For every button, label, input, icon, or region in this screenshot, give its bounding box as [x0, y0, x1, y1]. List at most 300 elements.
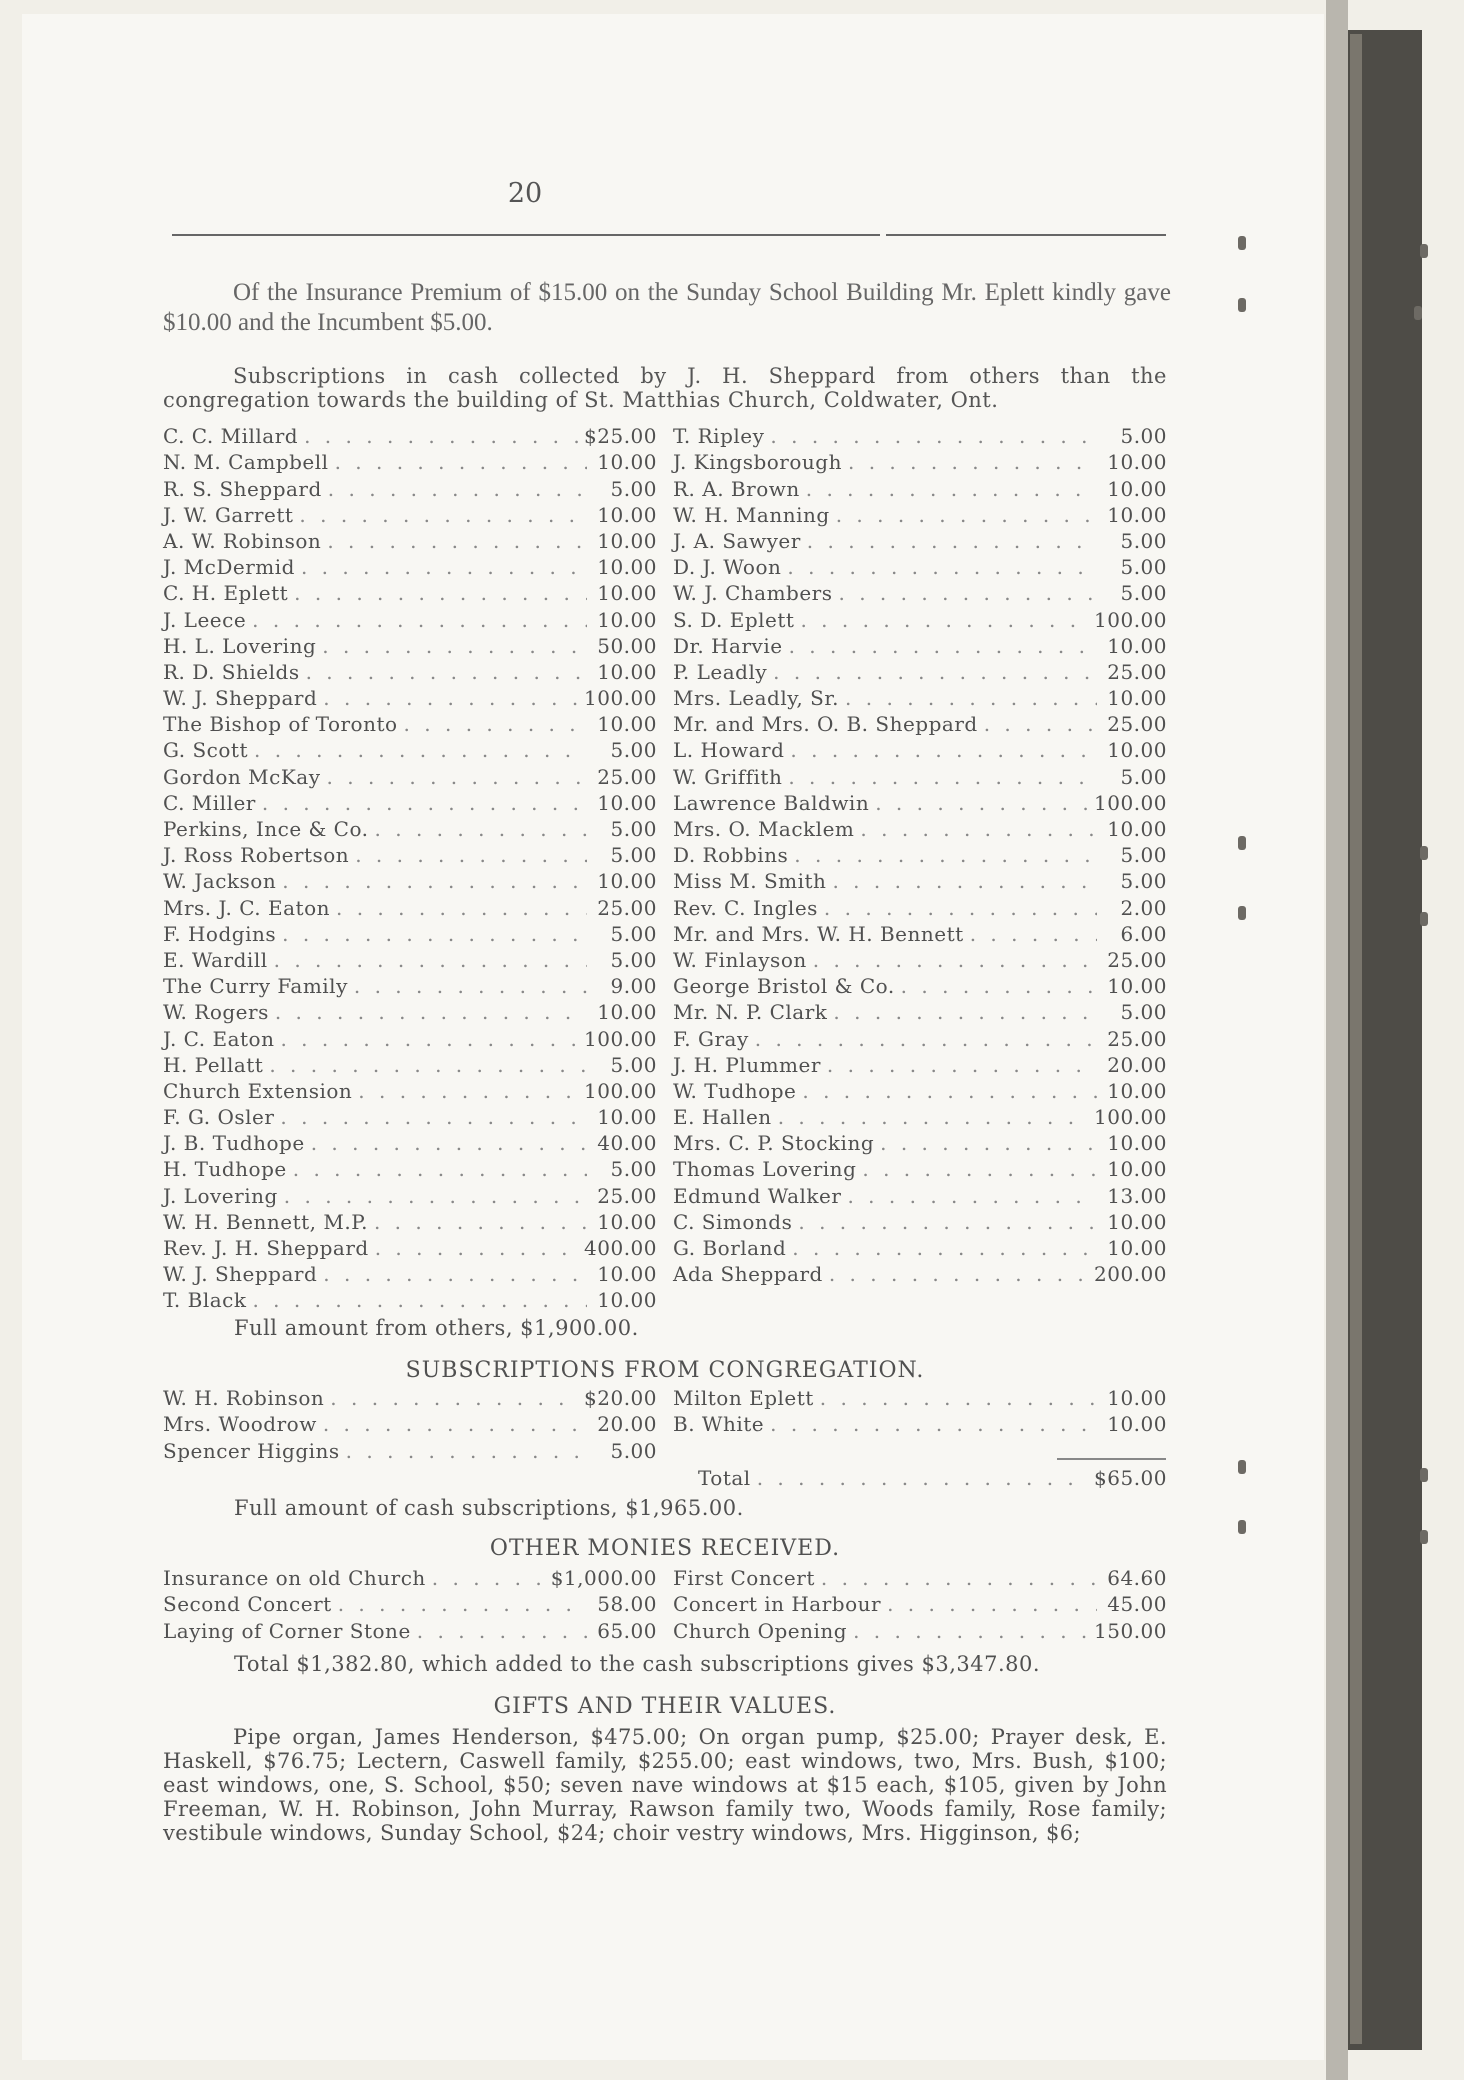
- subscriber-name: D. Robbins: [673, 843, 789, 868]
- margin-mark: [1420, 912, 1428, 926]
- subscriber-name: The Bishop of Toronto: [163, 712, 398, 737]
- subscriber-name: Dr. Harvie: [673, 633, 783, 658]
- subscription-amount: 25.00: [1107, 1026, 1167, 1051]
- subscription-row: [163, 1103, 657, 1129]
- leader-dots: [807, 529, 1097, 553]
- leader-dots: [984, 712, 1097, 736]
- subscriber-name: Perkins, Ince & Co.: [163, 817, 369, 841]
- subscription-row: [673, 972, 1167, 998]
- leader-dots: [824, 896, 1097, 920]
- subscriber-name: Spencer Higgins: [163, 1438, 340, 1463]
- subscription-row: [163, 710, 657, 736]
- leader-dots: [280, 1027, 578, 1051]
- subscriber-name: W. H. Robinson: [163, 1386, 325, 1411]
- subscription-amount: 45.00: [1107, 1592, 1167, 1617]
- subscriber-name: Mrs. Leadly, Sr.: [673, 686, 840, 711]
- subscriber-name: T. Black: [163, 1288, 247, 1313]
- subscription-row: [163, 579, 657, 605]
- subscriber-name: H. Tudhope: [163, 1157, 287, 1182]
- header-rule: [886, 234, 1166, 236]
- leader-dots: [770, 424, 1097, 448]
- subscription-amount: 10.00: [597, 659, 657, 684]
- leader-dots: [323, 1412, 587, 1436]
- subscriber-name: W. Jackson: [163, 869, 277, 894]
- subscriber-name: Mrs. Woodrow: [163, 1412, 317, 1437]
- subscription-amount: 5.00: [1120, 1000, 1167, 1025]
- subscriber-name: W. Griffith: [673, 764, 783, 789]
- subscription-row: [163, 632, 657, 658]
- subscription-amount: 20.00: [1107, 1052, 1167, 1077]
- leader-dots: [875, 791, 1088, 815]
- subscription-row: [673, 527, 1167, 553]
- subscriber-name: E. Wardill: [163, 947, 268, 972]
- subscription-row: [163, 1410, 657, 1436]
- subscriber-name: W. H. Bennett, M.P.: [163, 1209, 368, 1234]
- subscriber-name: J. McDermid: [163, 555, 295, 580]
- subscriptions-intro-text: Subscriptions in cash collected by J. H. Sheppard from others than the congregation towards the building of St. Matthias Church, Coldwater, Ont.: [163, 364, 1167, 412]
- subscription-amount: 5.00: [1120, 424, 1167, 449]
- leader-dots: [832, 869, 1097, 893]
- subscriber-name: F. G. Osler: [163, 1105, 275, 1130]
- leader-dots: [887, 1592, 1097, 1616]
- subscription-row: [673, 1564, 1167, 1590]
- subscription-amount: 50.00: [597, 633, 657, 658]
- leader-dots: [798, 1210, 1097, 1234]
- subscriber-name: J. C. Eaton: [163, 1026, 275, 1051]
- leader-dots: [338, 1592, 587, 1616]
- leader-dots: [755, 1027, 1097, 1051]
- subscription-amount: 25.00: [1107, 947, 1167, 972]
- total-amount: $65.00: [1094, 1466, 1167, 1491]
- subscription-row: [673, 1051, 1167, 1077]
- subscription-amount: 10.00: [1107, 476, 1167, 501]
- subscription-amount: 10.00: [597, 555, 657, 580]
- subscription-row: [673, 1129, 1167, 1155]
- leader-dots: [282, 922, 587, 946]
- subscription-amount: 40.00: [597, 1131, 657, 1156]
- subscriber-name: Second Concert: [163, 1592, 332, 1617]
- leader-dots: [813, 948, 1097, 972]
- leader-dots: [327, 765, 587, 789]
- subscription-row: [673, 605, 1167, 631]
- subscription-row: [673, 1155, 1167, 1181]
- subscription-row: [673, 1616, 1167, 1642]
- subscriber-name: George Bristol & Co.: [673, 974, 895, 999]
- subscription-amount: 10.00: [1107, 1412, 1167, 1437]
- subscriber-name: J. A. Sawyer: [673, 528, 801, 553]
- subscription-row: [673, 448, 1167, 474]
- subscriber-name: Rev. J. H. Sheppard: [163, 1236, 369, 1260]
- leader-dots: [836, 503, 1097, 527]
- subscription-row: [163, 1564, 657, 1590]
- subscription-amount: 10.00: [597, 528, 657, 553]
- leader-dots: [802, 1079, 1097, 1103]
- subscriber-name: E. Hallen: [673, 1105, 772, 1130]
- margin-mark: [1420, 1468, 1428, 1482]
- subscription-amount: 10.00: [597, 869, 657, 894]
- subscription-amount: 100.00: [584, 686, 657, 711]
- subscription-amount: 10.00: [1107, 1209, 1167, 1234]
- subscription-row: [673, 867, 1167, 893]
- subscriber-name: F. Gray: [673, 1026, 749, 1051]
- subscription-amount: 10.00: [597, 1000, 657, 1025]
- subscription-row: [673, 920, 1167, 946]
- other-monies-heading: OTHER MONIES RECEIVED.: [489, 1536, 841, 1561]
- subscription-row: [163, 605, 657, 631]
- subscription-row: [673, 632, 1167, 658]
- margin-mark: [1238, 1460, 1246, 1474]
- subscription-row: [163, 789, 657, 815]
- subscription-amount: 10.00: [1107, 633, 1167, 658]
- subscriber-name: Mr. and Mrs. O. B. Sheppard: [673, 712, 978, 737]
- leader-dots: [252, 1288, 587, 1312]
- leader-dots: [293, 1157, 587, 1181]
- leader-dots: [794, 843, 1097, 867]
- subscription-amount: 10.00: [597, 790, 657, 815]
- subscriber-name: Laying of Corner Stone: [163, 1618, 411, 1643]
- subscription-row: [673, 1208, 1167, 1234]
- leader-dots: [304, 424, 578, 448]
- subscription-amount: 5.00: [610, 738, 657, 763]
- subscriber-name: D. J. Woon: [673, 555, 782, 580]
- subscription-amount: $25.00: [584, 424, 657, 449]
- total-label: Total: [698, 1466, 751, 1491]
- subscriber-name: W. Rogers: [163, 1000, 269, 1025]
- subscription-amount: $1,000.00: [550, 1566, 657, 1591]
- subscription-amount: 5.00: [610, 843, 657, 868]
- leader-dots: [790, 738, 1097, 762]
- congregation-left-column: [163, 1384, 657, 1463]
- gifts-paragraph: [163, 1725, 1167, 1845]
- leader-dots: [845, 686, 1097, 710]
- leader-dots: [404, 712, 587, 736]
- subscriber-name: J. Lovering: [163, 1183, 278, 1208]
- subscription-amount: 5.00: [610, 1157, 657, 1182]
- leader-dots: [322, 634, 587, 658]
- leader-dots: [821, 1566, 1097, 1590]
- leader-dots: [839, 581, 1098, 605]
- subscription-amount: 9.00: [610, 974, 657, 999]
- leader-dots: [417, 1619, 587, 1643]
- subscription-amount: 5.00: [610, 947, 657, 972]
- subscriber-name: C. Miller: [163, 790, 256, 815]
- subscriber-name: H. L. Lovering: [163, 633, 317, 658]
- subscription-row: [673, 1384, 1167, 1410]
- subscriber-name: H. Pellatt: [163, 1052, 264, 1077]
- leader-dots: [328, 477, 587, 501]
- subscriber-name: L. Howard: [673, 738, 785, 763]
- leader-dots: [820, 1386, 1097, 1410]
- leader-dots: [829, 1262, 1088, 1286]
- subscriber-name: S. D. Eplett: [673, 607, 795, 632]
- subscriber-name: C. C. Millard: [163, 424, 299, 449]
- subscriber-name: Church Extension: [163, 1078, 353, 1103]
- subscription-amount: 10.00: [597, 1209, 657, 1234]
- subscription-amount: 10.00: [597, 450, 657, 475]
- leader-dots: [269, 1053, 587, 1077]
- subscriber-name: R. D. Shields: [163, 659, 300, 684]
- subscription-row: [673, 1590, 1167, 1616]
- subscriber-name: R. A. Brown: [673, 476, 800, 501]
- leader-dots: [773, 660, 1097, 684]
- subscription-row: [163, 1208, 657, 1234]
- subscription-amount: 13.00: [1107, 1183, 1167, 1208]
- subscriber-name: W. Tudhope: [673, 1078, 797, 1103]
- subscription-row: [673, 710, 1167, 736]
- subscription-row: [163, 1260, 657, 1286]
- subscription-amount: 150.00: [1094, 1618, 1167, 1643]
- leader-dots: [301, 555, 587, 579]
- subscription-row: [163, 1051, 657, 1077]
- leader-dots: [252, 608, 587, 632]
- subscription-amount: 100.00: [1094, 607, 1167, 632]
- other-monies-left-column: [163, 1564, 657, 1643]
- subscription-amount: 10.00: [1107, 502, 1167, 527]
- subscriber-name: Mrs. O. Macklem: [673, 817, 855, 841]
- subscription-row: [163, 946, 657, 972]
- subscription-row: [163, 762, 657, 788]
- margin-mark: [1238, 836, 1246, 850]
- subscription-row: [163, 501, 657, 527]
- subscription-amount: 5.00: [1120, 581, 1167, 606]
- subscriber-name: Gordon McKay: [163, 764, 321, 789]
- subscription-amount: 64.60: [1107, 1566, 1167, 1591]
- leader-dots: [806, 477, 1097, 501]
- subscriber-name: C. H. Eplett: [163, 581, 289, 606]
- subscriptions-intro: [163, 364, 1167, 412]
- subscription-row: [163, 658, 657, 684]
- subscription-row: [673, 658, 1167, 684]
- subscription-row: [163, 1129, 657, 1155]
- subscription-row: [673, 1024, 1167, 1050]
- leader-dots: [860, 817, 1097, 841]
- subscriber-name: T. Ripley: [673, 424, 765, 449]
- subscription-amount: 25.00: [597, 1183, 657, 1208]
- leader-dots: [792, 1236, 1097, 1260]
- subscription-amount: 5.00: [610, 476, 657, 501]
- margin-mark: [1420, 244, 1428, 258]
- subscription-row: [163, 867, 657, 893]
- intro-paragraph: [163, 278, 1171, 338]
- subscription-row: [673, 736, 1167, 762]
- leader-dots: [374, 1210, 587, 1234]
- subscription-row: [163, 1384, 657, 1410]
- subscription-amount: 5.00: [610, 1438, 657, 1463]
- subscription-row: [673, 1077, 1167, 1103]
- subscription-row: [163, 1590, 657, 1616]
- subscriber-name: J. Kingsborough: [673, 450, 842, 475]
- subscription-row: [163, 998, 657, 1024]
- subscription-amount: 10.00: [597, 607, 657, 632]
- subscriber-name: Mrs. J. C. Eaton: [163, 895, 330, 920]
- subscriber-name: C. Simonds: [673, 1209, 793, 1234]
- leader-dots: [299, 503, 587, 527]
- leader-dots: [336, 896, 587, 920]
- gifts-text: Pipe organ, James Henderson, $475.00; On organ pump, $25.00; Prayer desk, E. Haskell, $76.75; Lectern, Caswell family, $255.00; east windows, two, Mrs. Bush, $100; east windows, one, S. School, $50; seven nave windows at $15 each, $105, given by John Freeman, W. H. Robinson, John Murray, Rawson family two, Woods family, Rose family; vestibule windows, Sunday School, $24; choir vestry windows, Mrs. Higginson, $6;: [163, 1725, 1167, 1845]
- subscription-row: [673, 893, 1167, 919]
- subscription-row: [163, 1616, 657, 1642]
- subscription-amount: 400.00: [584, 1236, 657, 1260]
- subscription-row: [163, 448, 657, 474]
- subscription-amount: 10.00: [1107, 1078, 1167, 1103]
- subscription-amount: 5.00: [1120, 555, 1167, 580]
- subscriber-name: Ada Sheppard: [673, 1262, 823, 1287]
- subscription-row: [163, 1077, 657, 1103]
- subscriber-name: J. B. Tudhope: [163, 1131, 305, 1156]
- subscriber-name: Lawrence Baldwin: [673, 790, 870, 815]
- leader-dots: [432, 1566, 545, 1590]
- subscriber-name: The Curry Family: [163, 974, 348, 999]
- subscription-row: [673, 474, 1167, 500]
- subscription-amount: 58.00: [597, 1592, 657, 1617]
- subscription-row: [163, 1436, 657, 1462]
- leader-dots: [280, 1105, 587, 1129]
- subscriber-name: A. W. Robinson: [163, 528, 322, 553]
- subscription-row: [163, 841, 657, 867]
- subscription-row: [163, 893, 657, 919]
- subscriber-name: J. W. Garrett: [163, 502, 294, 527]
- subscriber-name: Rev. C. Ingles: [673, 895, 818, 920]
- leader-dots: [970, 922, 1097, 946]
- subscription-amount: 10.00: [1107, 817, 1167, 841]
- subscription-amount: 5.00: [610, 1052, 657, 1077]
- subscription-amount: 100.00: [1094, 1105, 1167, 1130]
- subscriber-name: Mrs. C. P. Stocking: [673, 1131, 875, 1156]
- subscription-row: [163, 1234, 657, 1260]
- margin-mark: [1238, 236, 1246, 250]
- subscriber-name: J. Ross Robertson: [163, 843, 350, 868]
- subscription-row: [673, 1181, 1167, 1207]
- subscription-amount: 10.00: [1107, 1236, 1167, 1260]
- leader-dots: [330, 1386, 578, 1410]
- leader-dots: [789, 634, 1097, 658]
- subscription-row: [673, 1410, 1167, 1436]
- subscription-amount: 5.00: [610, 921, 657, 946]
- page-number: 20: [507, 178, 543, 209]
- subscription-amount: 100.00: [584, 1026, 657, 1051]
- leader-dots: [375, 1236, 578, 1260]
- subscription-row: [673, 1260, 1167, 1286]
- subscription-row: [673, 553, 1167, 579]
- subscription-row: [673, 762, 1167, 788]
- leader-dots: [346, 1439, 587, 1463]
- other-monies-right-column: [673, 1564, 1167, 1643]
- margin-mark: [1414, 306, 1422, 320]
- leader-dots: [375, 817, 587, 841]
- subscription-amount: 10.00: [597, 1288, 657, 1313]
- congregation-heading: SUBSCRIPTIONS FROM CONGREGATION.: [405, 1358, 925, 1383]
- subscription-amount: 25.00: [597, 895, 657, 920]
- subscription-amount: $20.00: [584, 1386, 657, 1411]
- margin-mark: [1238, 1520, 1246, 1534]
- subscription-amount: 10.00: [1107, 738, 1167, 763]
- subscriber-name: W. H. Manning: [673, 502, 830, 527]
- leader-dots: [833, 1000, 1097, 1024]
- subscription-row: [163, 527, 657, 553]
- subscription-row: [673, 501, 1167, 527]
- full-amount-others: Full amount from others, $1,900.00.: [234, 1316, 639, 1340]
- book-spine: [1326, 0, 1348, 2080]
- subscriber-name: W. J. Chambers: [673, 581, 833, 606]
- subscription-amount: 10.00: [597, 1262, 657, 1287]
- leader-dots: [853, 1619, 1088, 1643]
- subscription-row: [673, 946, 1167, 972]
- subscriber-name: G. Scott: [163, 738, 248, 763]
- leader-dots: [306, 660, 587, 684]
- leader-dots: [901, 974, 1097, 998]
- book-edge-inner: [1350, 34, 1362, 2044]
- subscriber-name: Concert in Harbour: [673, 1592, 882, 1617]
- gifts-heading: GIFTS AND THEIR VALUES.: [493, 1694, 837, 1719]
- full-cash-subscriptions: Full amount of cash subscriptions, $1,965.00.: [234, 1496, 744, 1520]
- margin-mark: [1238, 298, 1246, 312]
- subscription-row: [673, 815, 1167, 841]
- subscription-amount: 25.00: [597, 764, 657, 789]
- subscription-row: [163, 1181, 657, 1207]
- subscription-row: [673, 579, 1167, 605]
- subscriber-name: N. M. Campbell: [163, 450, 329, 475]
- subscription-row: [163, 684, 657, 710]
- intro-text: Of the Insurance Premium of $15.00 on the Sunday School Building Mr. Eplett kindly gave $10.00 and the Incumbent $5.00.: [163, 279, 1171, 336]
- subscriber-name: P. Leadly: [673, 659, 768, 684]
- subscription-row: [673, 422, 1167, 448]
- subscription-row: [163, 1024, 657, 1050]
- leader-dots: [848, 450, 1097, 474]
- congregation-total-row: [698, 1464, 1167, 1490]
- subscription-amount: 10.00: [1107, 450, 1167, 475]
- subscription-amount: 10.00: [1107, 1157, 1167, 1182]
- leader-dots: [880, 1131, 1097, 1155]
- leader-dots: [800, 608, 1088, 632]
- leader-dots: [327, 529, 587, 553]
- leader-dots: [358, 1079, 578, 1103]
- subscription-amount: 65.00: [597, 1618, 657, 1643]
- others-right-column: [673, 422, 1167, 1286]
- leader-dots: [254, 738, 587, 762]
- subscription-row: [673, 1234, 1167, 1260]
- subscription-row: [673, 789, 1167, 815]
- leader-dots: [787, 555, 1097, 579]
- subscriber-name: R. S. Sheppard: [163, 476, 322, 501]
- leader-dots: [282, 869, 587, 893]
- subscriber-name: Edmund Walker: [673, 1183, 842, 1208]
- subscription-amount: 10.00: [597, 502, 657, 527]
- subscriber-name: Thomas Lovering: [673, 1157, 857, 1182]
- subscription-amount: 5.00: [1120, 843, 1167, 868]
- margin-mark: [1420, 1530, 1428, 1544]
- subscriber-name: W. J. Sheppard: [163, 1262, 318, 1287]
- subscriber-name: Church Opening: [673, 1618, 848, 1643]
- leader-dots: [323, 1262, 587, 1286]
- subscription-row: [163, 736, 657, 762]
- subscription-amount: 5.00: [610, 817, 657, 841]
- subscription-amount: 10.00: [597, 712, 657, 737]
- subscription-amount: 10.00: [597, 1105, 657, 1130]
- leader-dots: [355, 843, 587, 867]
- subscription-amount: 100.00: [1094, 790, 1167, 815]
- subscriber-name: F. Hodgins: [163, 921, 277, 946]
- subscriber-name: W. Finlayson: [673, 947, 807, 972]
- leader-dots: [323, 686, 578, 710]
- subscription-row: [163, 474, 657, 500]
- subscriber-name: Miss M. Smith: [673, 869, 827, 894]
- leader-dots: [311, 1131, 587, 1155]
- subscriber-name: B. White: [673, 1412, 765, 1437]
- subscription-row: [163, 1286, 657, 1312]
- other-monies-total: Total $1,382.80, which added to the cash subscriptions gives $3,347.80.: [234, 1652, 1041, 1676]
- subscription-row: [163, 920, 657, 946]
- leader-dots: [262, 791, 587, 815]
